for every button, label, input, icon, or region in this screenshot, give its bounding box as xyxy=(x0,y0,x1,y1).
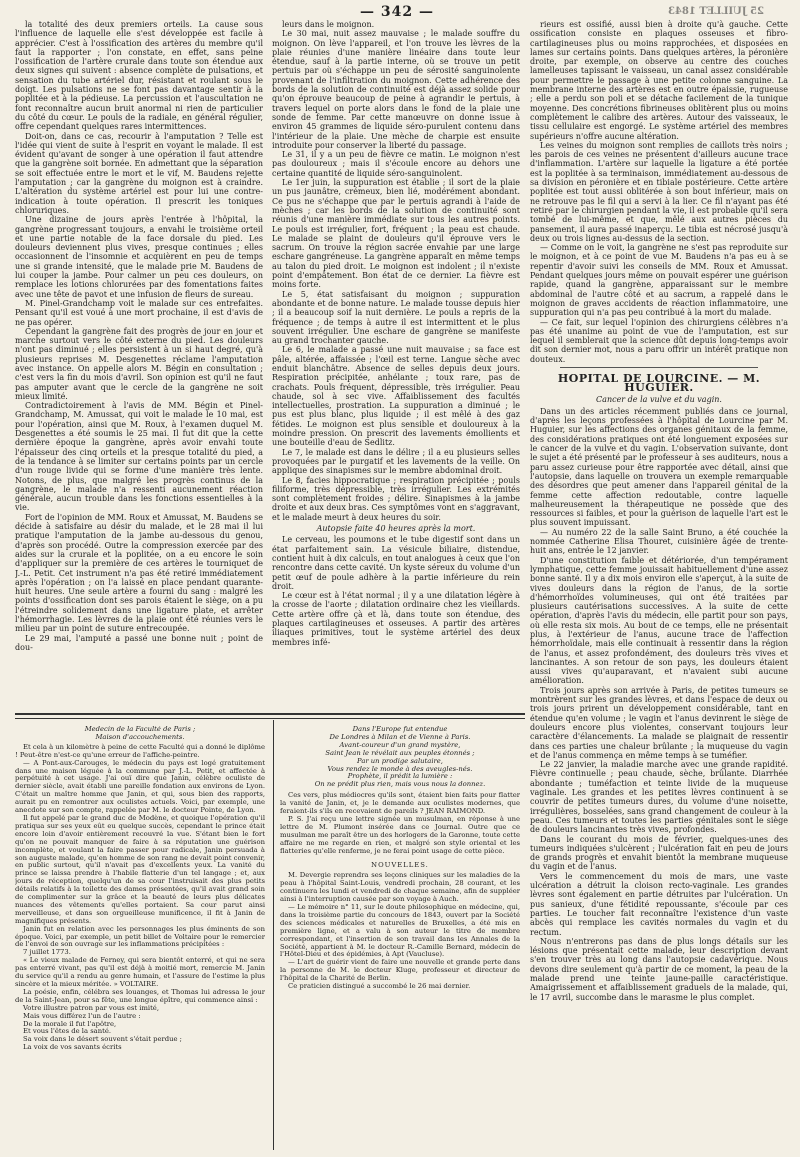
feuilleton-column-2 xyxy=(280,726,520,1152)
paragraph: D'une constitution faible et détériorée, d'un tempérament lymphatique, cette femme jouissait habituellement d'une assez bonne santé. Il y a dix mois environ elle s'aperçut, à la suite de vives douleurs dans la région de l'anus, de la sortie d'hémorrhoïdes volumineuses, qui ont été traitées par plusieurs cautérisations successives. A la suite de cette opération, d'après l'avis du médecin, elle partit pour son pays, où elle resta six mois. Au bout de ce temps, elle ne présentait plus, à l'extérieur de l'anus, aucune trace de l'affection hémorrhoïdale, mais elle continuait à ressentir dans la région de l'anus, et assez profondément, des douleurs très vives et lancinantes. A son retour de son pays, les douleurs étaient aussi vives qu'auparavant, et n'avaient subi aucune amélioration. xyxy=(530,555,788,686)
paragraph: Votre illustre patron par vous est imité, xyxy=(23,1003,159,1012)
paragraph: Dans l'Europe fut entendue xyxy=(352,726,448,733)
paragraph: La voix de vos savants écrits xyxy=(23,1043,122,1052)
feuilleton-column-2-text-a xyxy=(280,792,520,855)
paragraph: La poésie, enfin, célébra ses louanges, et Thomas lui adressa le jour de la Saint-Jean, pour sa fête, une longue épître, qui commence ainsi : xyxy=(15,987,265,1004)
feuilleton-column-1-text xyxy=(15,744,265,1052)
feuilleton-column-1 xyxy=(15,726,265,1152)
paragraph: Dans le courant du mois de février, quelques-unes des tumeurs indiquées s'ulcèrent ; l'ulcération fait en peu de jours de grands progrès et envahit bientôt la membrane muqueuse du vagin et de l'anus. xyxy=(530,834,788,872)
paragraph: Doit-on, dans ce cas, recourir à l'amputation ? Telle est l'idée qui vient de suite à l'esprit en voyant le malade. Il est évident qu'avant de songer à une opération il faut attendre que la gangrène soit bornée. En admettant que la séparation se soit effectuée entre le mort et le vif, M. Baudens rejette l'amputation ; car la gangrène du moignon est à craindre. L'altération du système artériel est pour lui une contre-indication à toute opération. Il prescrit les toniques chloruriques. xyxy=(15,131,263,215)
hospital-heading: HOPITAL DE LOURCINE. — M. HUGUIER. xyxy=(557,371,761,395)
paragraph: — Comme on le voit, la gangrène ne s'est pas reproduite sur le moignon, et à ce point de vue M. Baudens n'a pas eu à se repentir d'avoir suivi les conseils de MM. Roux et Amussat. Pendant quelques jours même on pouvait espérer une guérison rapide, quand la gangrène, apparaissant sur le membre abdominal de l'autre côté et au sacrum, a rappelé dans le moignon de graves accidents de réaction inflammatoire, une suppuration qui n'a pas peu contribué à la mort du malade. xyxy=(530,243,788,318)
paragraph: Le 6, le malade a passé une nuit mauvaise ; sa face est pâle, altérée, affaissée ; l'œil est terne. Langue sèche avec enduit blanchâtre. Absence de selles depuis deux jours. Respiration précipitée, anhélante ; toux rare, pas de crachats. Pouls fréquent, dépressible, très irrégulier. Peau chaude, sol à sec vive. Affaiblissement des facultés intellectuelles, prostration. La suppuration a diminué ; le pus est plus blanc, plus liquide ; il est mêlé à des gaz fétides. Le moignon est plus sensible et douloureux à la moindre pression. On prescrit des lavements émollients et une bouteille d'eau de Sedlitz. xyxy=(272,345,520,448)
paragraph: Janin fut en relation avec les personnages les plus éminents de son époque. Voici, par exemple, un petit billet de Voltaire pour le remercier de l'envoi de son ouvrage sur les inflammations précipitées : xyxy=(15,924,265,949)
paragraph: Le 7, le malade est dans le délire ; il a eu plusieurs selles provoquées par le purgatif et les lavements de la veille. On applique des sinapismes sur le membre abdominal droit. xyxy=(272,447,520,476)
feuilleton-title: Medecin de la Faculté de Paris ; xyxy=(84,726,196,733)
paragraph: Ces vers, plus médiocres qu'ils sont, étaient bien faits pour flatter la vanité de Janin, et, je le demande aux oculistes modernes, que feraient-ils s'ils en recevaient de pareils ? JEAN RAIMOND. xyxy=(280,791,520,816)
column-3 xyxy=(530,20,788,1150)
paragraph: De Londres à Milan et de Vienne à Paris. xyxy=(329,732,471,741)
paragraph: P. S. J'ai reçu une lettre signée un musulman, en réponse à une lettre de M. Plumont insérée dans ce Journal. Outre que ce musulman me paraît être un des horlogers de la Garonne, toute cette affaire ne me regarde en rien, et malgré son style oriental et les flatteries qu'elle renferme, je ne ferai point usage de cette pièce. xyxy=(280,814,520,855)
feuilleton-subtitle: Maison d'accouchements. xyxy=(95,732,185,741)
paragraph: Il fut appelé par le grand duc de Modène, et quoique l'opération qu'il pratiqua sur ses yeux eût eu quelque succès, cependant le prince était encore loin d'avoir entièrement recouvré la vue. S'étant bien le fort qu'on ne pouvait manquer de faire à sa réputation une guérison incomplète, et voulant la faire passer pour radicale, Janin persuada à son auguste malade, qu'en homme de son rang ne devait point convenir, en public surtout, qu'il n'avait pas d'excellents yeux. La vanité du prince se laissa prendre à l'habile flatterie d'un tel langage ; et, aux jours de réception, quelqu'un de sa cour l'instruisait des plus petits détails relatifs à la toilette des dames présentées, qu'il avait grand soin de complimenter sur la grâce et la beauté de leurs plus délicates nuances des vêtements qu'elles portaient. Sa cour parut ainsi merveilleuse, et dans son orgueilleuse munificence, il fit à Janin de magnifiques présents. xyxy=(15,813,265,925)
paragraph: Et vous l'êtes de la santé. xyxy=(23,1027,112,1036)
paragraph: Le cœur est à l'état normal ; il y a une dilatation légère à la crosse de l'aorte ; dilatation ordinaire chez les vieillards. Cette artère offre çà et là, dans toute son étendue, des plaques cartilagineuses et osseuses. A partir des artères iliaques primitives, tout le système artériel des deux membres infé- xyxy=(272,591,520,647)
paragraph: Par un prodige salutaire, xyxy=(357,756,443,765)
paragraph: Les veines du moignon sont remplies de caillots très noirs ; les parois de ces veines ne présentent d'ailleurs aucune trace d'inflammation. L'artère sur laquelle la ligature a été portée est la poplitée à sa terminaison, immédiatement au-dessous de sa division en péronière et en tibiale postérieure. Cette artère poplitée est tout aussi oblitérée à son bout inférieur, mais on ne retrouve pas le fil qui a servi à la lier. Ce fil n'ayant pas été retiré par le chirurgien pendant la vie, il est probable qu'il sera tombé de lui-même, et que, mêlé aux autres pièces du pansement, il aura passé inaperçu. Le tibia est nécrosé jusqu'à deux ou trois lignes au-dessus de la section. xyxy=(530,140,788,243)
column-3-part-b xyxy=(530,407,788,1002)
feuilleton-column-divider xyxy=(273,720,274,1150)
paragraph: M. Pinel-Grandchamp voit le malade sur ces entrefaites. Pensant qu'il est voué à une mort prochaine, il est d'avis de ne pas opérer. xyxy=(15,298,263,327)
paragraph: rieurs est ossifié, aussi bien à droite qu'à gauche. Cette ossification consiste en plaques osseuses et fibro-cartilagineuses plus ou moins rapprochées, et disposées en lames sur certains points. Dans quelques artères, la péronière droite, par exemple, on observe au centre des couches lamelleuses tapissant le vaisseau, un canal assez considérable pour permettre le passage à une petite colonne sanguine. La membrane interne des artères est en outre épaissie, rugueuse ; elle a perdu son poli et se détache facilement de la tunique moyenne. Des concrétions fibrineuses oblitèrent plus ou moins complètement le calibre des artères. Autour des vaisseaux, le tissu cellulaire est engorgé. Le système artériel des membres supérieurs n'offre aucune altération. xyxy=(530,20,788,141)
paragraph: On ne prédit plus rien, mais vous nous la donnez. xyxy=(314,780,486,789)
paragraph: Fort de l'opinion de MM. Roux et Amussat, M. Baudens se décide à satisfaire au désir du malade, et le 28 mai il lui pratique l'amputation de la jambe au-dessous du genou, d'après son procédé. Outre la compression exercée par des aides sur la crurale et la poplitée, on a eu encore le soin d'appliquer sur la première de ces artères le tourniquet de J.-L. Petit. Cet instrument n'a pas été retiré immédiatement après l'opération ; on l'a laissé en place pendant quarante-huit heures. Une seule artère a fourni du sang : malgré les points d'ossification dont ses parois étaient le siège, on a pu l'étreindre solidement dans une ligature plate, et arrêter l'hémorrhagie. Les lèvres de la plaie ont été réunies vers le milieu par un point de suture entrecoupée. xyxy=(15,512,263,634)
paragraph: leurs dans le moignon. xyxy=(282,20,375,29)
paragraph: Le 5, état satisfaisant du moignon ; suppuration abondante et de bonne nature. Le malade tousse depuis hier ; il a beaucoup soif la nuit dernière. Le pouls a repris de la fréquence ; de temps à autre il est intermittent et le plus souvent irrégulier. Une eschare de gangrène se manifeste au grand trochanter gauche. xyxy=(272,289,520,346)
paragraph: M. Devergie reprendra ses leçons cliniques sur les maladies de la peau à l'hôpital Saint-Louis, vendredi prochain, 28 courant, et les continuera les lundi et vendredi de chaque semaine, afin de suppléer ainsi à l'interruption causée par son voyage à Auch. xyxy=(280,871,520,904)
paragraph: — L'art de guérir vient de faire une nouvelle et grande perte dans la personne de M. le docteur Kluge, professeur et directeur de l'hôpital de la Charité de Berlin. xyxy=(280,958,520,983)
paragraph: Vous rendez le monde à des aveugles-nés. xyxy=(327,764,473,773)
paragraph: « Le vieux malade de Ferney, qui sera bientôt enterré, et qui ne sera pas enterré vivant, pas qu'il est déjà à moitié mort, remercie M. Janin du service qu'il a rendu au genre humain, et l'assure de l'estime la plus sincère et la mieux méritée. » VOLTAIRE. xyxy=(15,956,265,988)
nouvelles-heading: NOUVELLES. xyxy=(371,860,429,869)
paragraph: Prophète, il prédit la lumière : xyxy=(347,772,453,781)
paragraph: Vers le commencement du mois de mars, une vaste ulcération a détruit la cloison recto-vaginale. Les grandes lèvres sont également en partie détruites par l'ulcération. Un pus sanieux, d'une fétidité repoussante, s'écoule par ces parties. Le toucher fait reconnaître l'existence d'un vaste abcès qui remplace les cavités normales du vagin et du rectum. xyxy=(530,871,788,937)
paragraph: Le 29 mai, l'amputé a passé une bonne nuit ; point de dou- xyxy=(15,633,263,652)
library-stamp: 25 JUILLET 1843 xyxy=(668,6,764,17)
paragraph: — Au numéro 22 de la salle Saint Bruno, a été couchée la nommée Catherine Elisa Thouret, cuisinière âgée de trente-huit ans, entrée le 12 janvier. xyxy=(530,527,788,556)
paragraph: Et cela à un kilomètre à peine de cette Faculté qui a donné le diplôme ! Peut-être n'est-ce qu'une erreur de l'affiche-peintre. xyxy=(15,742,265,759)
paragraph: De la morale il fut l'apôtre, xyxy=(23,1019,117,1028)
column-2-part-b xyxy=(272,535,520,647)
column-1 xyxy=(15,20,263,710)
paragraph: Le 30 mai, nuit assez mauvaise ; le malade souffre du moignon. On lève l'appareil, et l'on trouve les lèvres de la plaie réunies d'une manière linéaire dans toute leur étendue, sauf à la partie interne, où se trouve un petit pertuis par où s'échappe un peu de sérosité sanguinolente provenant de l'infiltration du moignon. Cette adhérence des bords de la solution de continuité est déjà assez solide pour qu'on éprouve beaucoup de peine à agrandir le pertuis, à travers lequel on porte alors dans le fond de la plaie une sonde de femme. Par cette manœuvre on donne issue à environ 45 grammes de liquide séro-purulent contenu dans l'intérieur de la plaie. Une mèche de charpie est ensuite introduite pour conserver la liberté du passage. xyxy=(272,29,520,150)
paragraph: — Ce fait, sur lequel l'opinion des chirurgiens célèbres n'a pas été unanime au point de vue de l'amputation, est sur lequel il semblerait que la science dût depuis long-temps avoir dit son dernier mot, nous a paru offrir un intérêt pratique non douteux. xyxy=(530,317,788,364)
autopsy-heading: Autopsie faite 40 heures après la mort. xyxy=(316,524,476,534)
paragraph: Mais vous différez l'un de l'autre : xyxy=(23,1011,141,1020)
column-2 xyxy=(272,20,520,710)
paragraph: Dans un des articles récemment publiés dans ce journal, d'après les leçons professées à l'hôpital de Lourcine par M. Huguier, sur les affections des organes génitaux de la femme, des considérations pratiques ont été longuement exposées sur le cancer de la vulve et du vagin. L'observation suivante, dont le sujet a été présenté par le professeur à ses auditeurs, nous a paru assez curieuse pour être rapportée avec détail, ainsi que l'autopsie, dans laquelle on trouvera un exemple remarquable des désordres que peut amener dans l'appareil génital de la femme cette affection redoutable, contre laquelle malheureusement la thérapeutique ne possède que des ressources si faibles, et pour la guérison de laquelle l'art est le plus souvent impuissant. xyxy=(530,406,788,528)
paragraph: — Le mémoire n° 11, sur le doute philosophique en médecine, qui, dans la troisième partie du concours de 1843, ouvert par la Société des sciences médicales et naturelles de Bruxelles, a été mis en première ligne, et a valu à son auteur le titre de membre correspondant, et l'insertion de son travail dans les Annales de la Société, appartient à M. le docteur R.-Camille Bernard, médecin de l'Hôtel-Dieu et des épidémies, à Apt (Vaucluse). xyxy=(280,903,520,959)
paragraph: Le 31, il y a un peu de fièvre ce matin. Le moignon n'est pas douloureux ; mais il s'écoule encore au dehors une certaine quantité de liquide séro-sanguinolent. xyxy=(272,150,520,178)
paragraph: 7 juillet 1773. xyxy=(23,948,71,957)
paragraph: Le 8, facies hippocratique ; respiration précipitée ; pouls filiforme, très dépressible, très irrégulier. Les extrémités sont complètement froides ; délire. Sinapismes à la jambe droite et aux deux bras. Ces symptômes vont en s'aggravant, et le malade meurt à deux heures du soir. xyxy=(272,475,520,522)
feuilleton-column-2-text-b xyxy=(280,872,520,991)
paragraph: — A Pont-aux-Carouges, le médecin du pays est logé gratuitement dans une maison léguée à la commune par J.-L. Petit, et affectée à perpétuité à cet usage. J'ai ouï dire que Janin, célèbre oculiste de dernier siècle, avait établi une pareille fondation aux environs de Lyon. C'était un maître homme que Janin, et qui, sous bien des rapports, aurait pu en remontrer aux oculistes actuels. Voici, par exemple, une anecdote sur son compte, rappelée par M. le docteur Pointe, de Lyon. xyxy=(15,758,265,815)
paragraph: Sa voix dans le désert souvent s'était perdue ; xyxy=(23,1035,182,1044)
paragraph: la totalité des deux premiers orteils. La cause sous l'influence de laquelle elle s'est développée est facile à apprécier. C'est à l'ossification des artères du membre qu'il faut la rapporter ; l'on constate, en effet, sans peine l'ossification de l'artère crurale dans toute son étendue aux deux signes qui suivent : absence complète de pulsations, et sensation du tube artériel dur, résistant et roulant sous le doigt. Les pulsations ne se font pas davantage sentir à la poplitée et à la pédieuse. La percussion et l'auscultation ne font reconnaître aucun bruit anormal ni rien de particulier du côté du cœur. Le pouls de la radiale, en général régulier, offre cependant quelques rares intermittences. xyxy=(15,20,263,132)
paragraph: Contradictoirement à l'avis de MM. Bégin et Pinel-Grandchamp, M. Amussat, qui voit le malade le 10 mai, est pour l'opération, ainsi que M. Roux, à l'examen duquel M. Desgenettes a été soumis le 25 mai. Il fut dit que la cette dernière époque la gangrène, après avoir envahi toute l'épaisseur des cinq orteils et la presque totalité du pied, a de la tendance à se limiter sur certains points par un cercle d'un rouge livide qui se forme d'une manière très lente. Notons, de plus, que malgré les progrès continus de la gangrène, le malade n'a ressenti aucunement réaction générale, aucun trouble dans les fonctions essentielles à la vie. xyxy=(15,401,263,513)
paragraph: Avant-coureur d'un grand mystère, xyxy=(339,740,461,749)
paragraph: Nous n'entrerons pas dans de plus longs détails sur les lésions que présentait cette malade, leur description devant s'en trouver très au long dans l'autopsie cadavérique. Nous devons dire seulement qu'à partir de ce moment, la peau de la malade prend une teinte jaune-paille caractéristique. Amaigrissement et affaiblissement graduels de la malade, qui, le 17 avril, succombe dans le marasme le plus complet. xyxy=(530,936,788,1002)
section-divider xyxy=(560,367,758,368)
paragraph: Une dizaine de jours après l'entrée à l'hôpital, la gangrène progressant toujours, a envahi le troisième orteil et une partie notable de la face dorsale du pied. Les douleurs deviennent plus vives, presque continues ; elles occasionnent de l'insomnie et acquièrent en peu de temps une si grande intensité, que le malade prie M. Baudens de lui couper la jambe. Pour calmer un peu ces douleurs, on remplace les lotions chlorurées par des fomentations faites avec une tête de pavot et une infusion de fleurs de sureau. xyxy=(15,215,263,299)
feuilleton-rule xyxy=(15,713,525,719)
paragraph: Saint Jean le révélait aux peuples étonnés ; xyxy=(325,748,475,757)
column-2-part-a xyxy=(272,20,520,522)
column-3-part-a xyxy=(530,20,788,364)
hospital-subheading: Cancer de la vulve et du vagin. xyxy=(596,394,722,404)
poem-verse xyxy=(280,726,520,789)
paragraph: Ce praticien distingué a succombé le 26 mai dernier. xyxy=(288,982,471,991)
paragraph: Cependant la gangrène fait des progrès de jour en jour et marche surtout vers le côté externe du pied. Les douleurs n'ont pas diminué ; elles persistent à un si haut degré, qu'à plusieurs reprises M. Desgenettes réclame l'amputation avec instance. On appelle alors M. Bégin en consultation ; c'est vers la fin du mois d'avril. Son opinion est qu'il ne faut pas amputer avant que le cercle de la gangrène ne soit mieux limité. xyxy=(15,326,263,401)
paragraph: Le 22 janvier, la maladie marche avec une grande rapidité. Fièvre continuelle ; peau chaude, sèche, brûlante. Diarrhée abondante ; tuméfaction et teinte livide de la muqueuse vaginale. Les grandes et les petites lèvres continuent à se couvrir de petites tumeurs dures, du volume d'une noisette, irrégulières, bosselées, sans grand changement de couleur à la peau. Ces tumeurs et toutes les parties génitales sont le siège de douleurs lancinantes très vives, profondes. xyxy=(530,760,788,835)
paragraph: Le cerveau, les poumons et le tube digestif sont dans un état parfaitement sain. La vésicule biliaire, distendue, contient huit à dix calculs, en tout analogues à ceux que l'on rencontre dans cette cavité. Un kyste séreux du volume d'un petit œuf de poule adhère à la partie inférieure du rein droit. xyxy=(272,535,520,591)
paragraph: Trois jours après son arrivée à Paris, de petites tumeurs se montrèrent sur les grandes lèvres, et dans l'espace de deux ou trois jours prirent un développement considérable, tant en étendue qu'en volume ; le vagin et l'anus devinrent le siège de douleurs encore plus violentes, conservant toujours leur caractère d'élancements. La malade se plaignait de ressentir dans ces parties une chaleur brûlante ; la muqueuse du vagin et de l'anus commença en même temps à se tuméfier. xyxy=(530,685,788,760)
paragraph: Le 1er juin, la suppuration est établie ; il sort de la plaie un pus jaunâtre, crémeux, bien lié, modérément abondant. Ce pus ne s'échappe que par le pertuis agrandi à l'aide de mèches ; car les bords de la solution de continuité sont réunis d'une manière immédiate sur tous les autres points. Le pouls est irrégulier, fort, fréquent ; la peau est chaude. Le malade se plaint de douleurs qu'il éprouve vers le sacrum. On trouve la région sacrée envahie par une large eschare gangréneuse. La gangrène apparaît en même temps au talon du pied droit. Le moignon est indolent ; il n'existe point d'empâtement. Bon état de ce dernier. La fièvre est moins forte. xyxy=(272,178,520,290)
page-number: — 342 — xyxy=(360,4,434,20)
